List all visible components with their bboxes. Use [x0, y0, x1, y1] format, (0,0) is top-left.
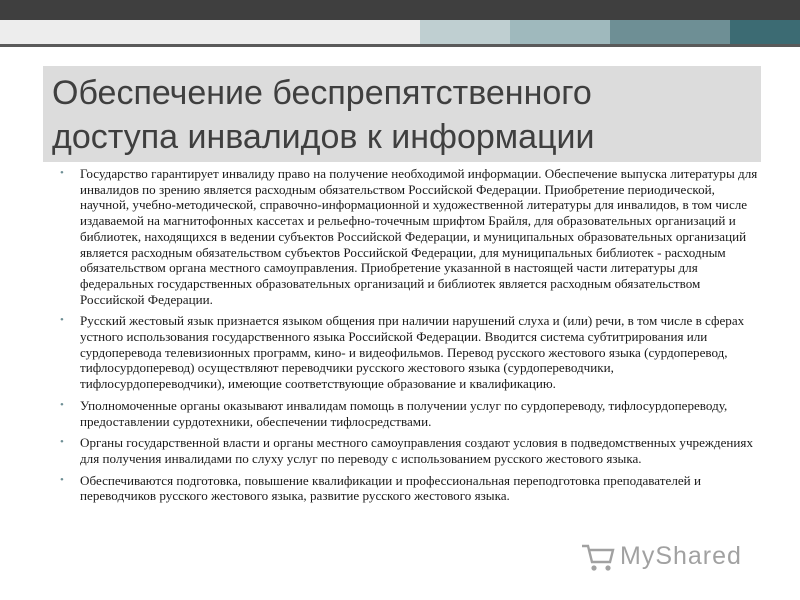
bullet-icon: •	[60, 314, 64, 327]
list-item	[60, 473, 760, 504]
list-item	[60, 313, 760, 392]
list-item	[60, 435, 760, 466]
title-line: Обеспечение беспрепятственного	[52, 74, 592, 112]
accent-segment	[420, 20, 510, 44]
bullet-text: Уполномоченные органы оказывают инвалидам помощь в получении услуг по сурдопереводу, тифлосурдопереводу, предоставлении сурдотехники, обеспечении тифлосредствами.	[80, 397, 728, 429]
accent-bar	[0, 20, 800, 44]
slide-title	[52, 71, 752, 159]
bullet-icon: •	[60, 473, 64, 486]
bullet-text: Государство гарантирует инвалиду право на получение необходимой информации. Обеспечение выпуска литературы для инвалидов по зрению является расходным обязательством Российской Федерации. Приобретение периодической, научной, учебно-методической, справочно-информационной и художественной литературы для инвалидов, в том числе издаваемой на магнитофонных кассетах и рельефно-точечным шрифтом Брайля, для образовательных организаций и библиотек, находящихся в ведении субъектов Российской Федерации, и муниципальных образовательных организаций является расходным обязательством субъектов Российской Федерации, для муниципальных библиотек - расходным обязательством органа местного самоуправления. Приобретение указанной в настоящей части литературы для федеральных государственных образовательных организаций и библиотек является расходным обязательством Российской Федерации.	[80, 166, 758, 307]
bullet-icon: •	[60, 398, 64, 411]
bullet-text: Русский жестовый язык признается языком общения при наличии нарушений слуха и (или) речи, в том числе в сферах устного использования государственного языка Российской Федерации. Вводится система субтитрирования или сурдоперевода телевизионных программ, кино- и видеофильмов. Перевод русского жестового языка (сурдоперевод, тифлосурдоперевод) осуществляют переводчики русского жестового языка (сурдопереводчики, тифлосурдопереводчики), имеющие соответствующие образование и квалификацию.	[80, 313, 745, 392]
accent-segment	[0, 20, 420, 44]
title-line: доступа инвалидов к информации	[52, 118, 595, 156]
bullet-text: Обеспечиваются подготовка, повышение квалификации и профессиональная переподготовка преподавателей и переводчиков русского жестового языка, развитие русского жестового языка.	[80, 472, 701, 504]
bullet-icon: •	[60, 167, 64, 179]
cart-icon	[580, 540, 616, 574]
watermark-text: MyShared	[620, 542, 742, 570]
divider	[0, 44, 800, 47]
bullet-icon: •	[60, 436, 64, 449]
watermark	[580, 540, 770, 574]
accent-segment	[510, 20, 610, 44]
accent-segment	[610, 20, 730, 44]
bullet-text: Органы государственной власти и органы местного самоуправления создают условия в подведомственных учреждениях для получения инвалидами по слуху услуг по переводу с использованием русского жестового языка.	[80, 435, 753, 466]
list-item	[60, 398, 760, 429]
list-item	[60, 166, 760, 307]
bullet-list	[60, 166, 760, 510]
accent-segment	[730, 20, 800, 44]
header-bar	[0, 0, 800, 20]
